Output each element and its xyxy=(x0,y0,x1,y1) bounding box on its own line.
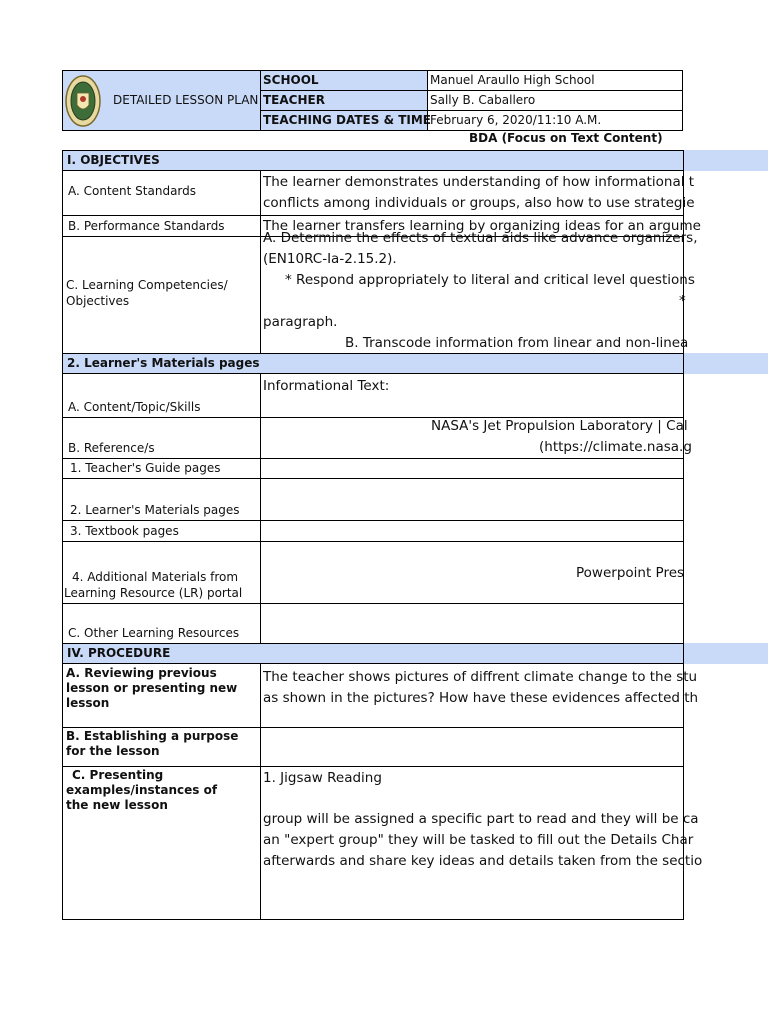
textbook-value-cell xyxy=(260,520,684,542)
competencies-value-cell xyxy=(260,230,698,354)
school-label-cell xyxy=(260,70,428,91)
presenting-line-1: 1. Jigsaw Reading xyxy=(263,770,382,786)
references-label-cell xyxy=(62,417,261,459)
school-value: Manuel Araullo High School xyxy=(430,73,595,87)
content-standards-line-1: The learner demonstrates understanding of how informational t xyxy=(263,174,695,190)
presenting-line-4: afterwards and share key ideas and details taken from the sectio xyxy=(263,853,703,869)
presenting-value-cell xyxy=(260,766,703,920)
competencies-line-3: * Respond appropriately to literal and critical level questions xyxy=(285,272,695,288)
dates-value: February 6, 2020/11:10 A.M. xyxy=(430,113,602,127)
other-resources-value-cell xyxy=(260,603,684,644)
textbook-label-cell xyxy=(62,520,261,542)
subtitle: BDA (Focus on Text Content) xyxy=(469,131,663,145)
page-title: DETAILED LESSON PLAN xyxy=(113,93,259,107)
heading-blue-extension xyxy=(684,150,768,171)
school-label: SCHOOL xyxy=(263,73,319,87)
purpose-label: B. Establishing a purpose for the lesson xyxy=(66,729,239,758)
objectives-heading-row xyxy=(62,150,684,171)
competencies-line-5: paragraph. xyxy=(263,314,338,330)
content-topic-label: A. Content/Topic/Skills xyxy=(68,400,201,414)
additional-materials-value: Powerpoint Pres xyxy=(576,565,685,581)
performance-standards-line: The learner transfers learning by organizing ideas for an argume xyxy=(263,218,701,234)
teachers-guide-value-cell xyxy=(260,458,684,479)
teachers-guide-label: 1. Teacher's Guide pages xyxy=(70,461,221,475)
presenting-label-cell xyxy=(62,766,261,920)
header-block xyxy=(62,70,261,131)
additional-materials-label: 4. Additional Materials from Learning Resource (LR) portal xyxy=(64,570,243,600)
objectives-heading: I. OBJECTIVES xyxy=(67,153,160,167)
procedure-heading-row xyxy=(62,643,684,664)
reviewing-label: A. Reviewing previous lesson or presenting new lesson xyxy=(66,666,238,710)
learners-materials-value-cell xyxy=(260,478,684,521)
references-line-2: (https://climate.nasa.g xyxy=(539,439,692,455)
dates-label: TEACHING DATES & TIME xyxy=(263,113,432,127)
additional-materials-value-cell xyxy=(260,541,684,604)
references-value-cell xyxy=(260,417,692,459)
reviewing-value-cell xyxy=(260,663,699,728)
content-standards-label-cell xyxy=(62,170,261,216)
learners-materials-label: 2. Learner's Materials pages xyxy=(70,503,240,517)
school-value-cell xyxy=(427,70,683,91)
content-standards-label: A. Content Standards xyxy=(68,184,197,198)
teacher-label: TEACHER xyxy=(263,93,325,107)
reviewing-line-1: The teacher shows pictures of diffrent climate change to the stu xyxy=(263,669,698,685)
competencies-line-6: B. Transcode information from linear and non-linea xyxy=(345,335,689,351)
content-topic-label-cell xyxy=(62,373,261,418)
content-topic-value-cell xyxy=(260,373,684,418)
materials-heading: 2. Learner's Materials pages xyxy=(67,356,260,370)
competencies-line-1: A. Determine the effects of textual aids like advance organizers, xyxy=(263,230,698,246)
teacher-value-cell xyxy=(427,90,683,111)
purpose-value-cell xyxy=(260,727,684,767)
heading-blue-extension xyxy=(684,353,768,374)
reviewing-line-2: as shown in the pictures? How have these evidences affected th xyxy=(263,690,699,706)
presenting-label: C. Presenting examples/instances of the new lesson xyxy=(66,768,218,812)
references-line-1: NASA's Jet Propulsion Laboratory | Cal xyxy=(431,418,688,434)
competencies-line-4: * xyxy=(679,293,686,309)
dates-value-cell xyxy=(427,110,683,131)
materials-heading-row xyxy=(62,353,684,374)
dates-label-cell xyxy=(260,110,432,131)
teacher-label-cell xyxy=(260,90,428,111)
content-standards-value-cell xyxy=(260,170,695,216)
references-label: B. Reference/s xyxy=(68,441,155,455)
presenting-line-3: an "expert group" they will be tasked to fill out the Details Char xyxy=(263,832,694,848)
heading-blue-extension xyxy=(684,643,768,664)
content-standards-line-2: conflicts among individuals or groups, also how to use strategie xyxy=(263,195,695,211)
teacher-value: Sally B. Caballero xyxy=(430,93,536,107)
other-resources-label: C. Other Learning Resources xyxy=(68,626,240,640)
purpose-label-cell xyxy=(62,727,261,767)
textbook-label: 3. Textbook pages xyxy=(70,524,179,538)
additional-materials-label-cell xyxy=(62,541,261,604)
school-seal-icon xyxy=(64,73,102,129)
performance-standards-label: B. Performance Standards xyxy=(68,219,225,233)
learners-materials-label-cell xyxy=(62,478,261,521)
procedure-heading: IV. PROCEDURE xyxy=(67,646,171,660)
performance-standards-label-cell xyxy=(62,215,261,237)
presenting-line-2: group will be assigned a specific part to read and they will be ca xyxy=(263,811,699,827)
teachers-guide-label-cell xyxy=(62,458,261,479)
content-topic-value: Informational Text: xyxy=(263,378,390,394)
competencies-line-2: (EN10RC-Ia-2.15.2). xyxy=(263,251,397,267)
competencies-label: C. Learning Competencies/ Objectives xyxy=(66,278,228,308)
reviewing-label-cell xyxy=(62,663,261,728)
competencies-label-cell xyxy=(62,236,261,354)
other-resources-label-cell xyxy=(62,603,261,644)
